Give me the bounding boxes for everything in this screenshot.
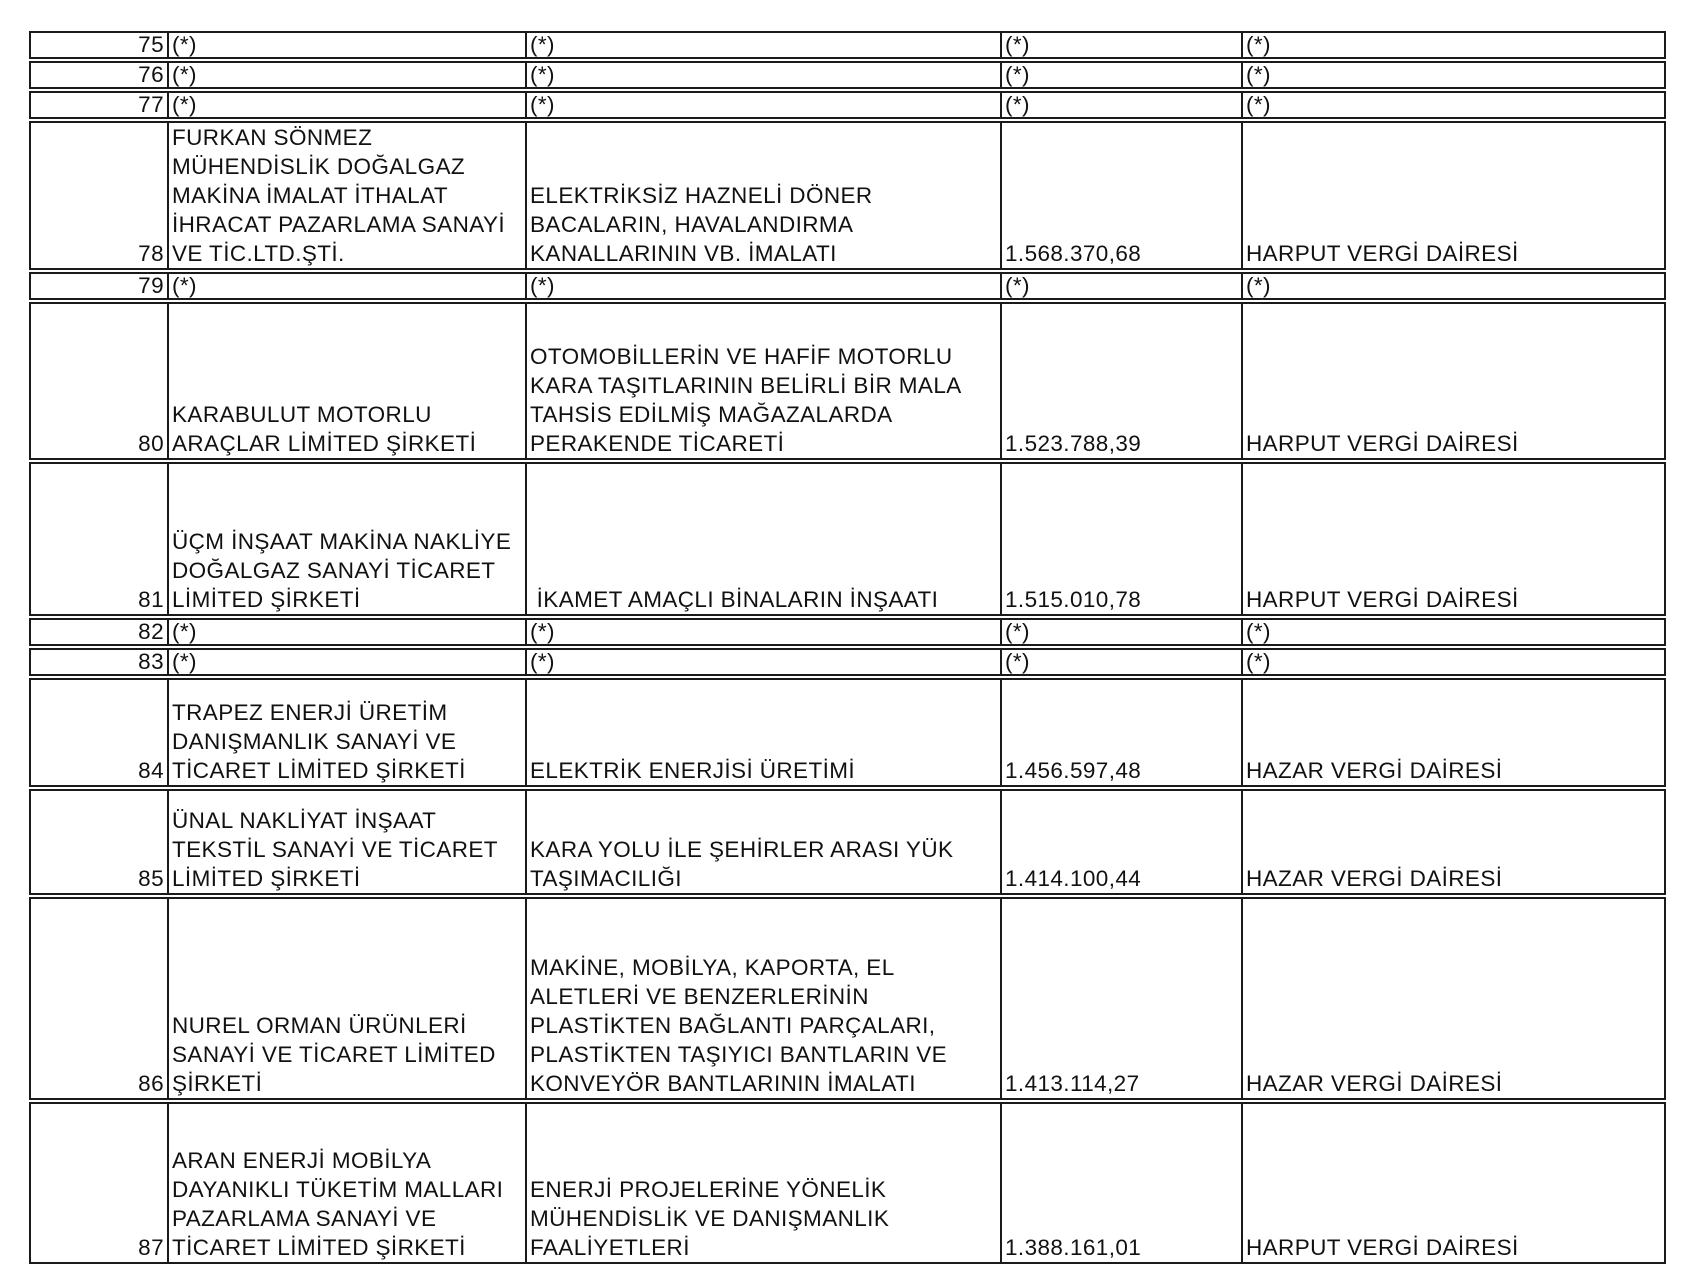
tax-office-cell: (*) — [1243, 272, 1666, 300]
cell-line: TİCARET LİMİTED ŞİRKETİ — [172, 758, 466, 783]
cell-line: KARA TAŞITLARININ BELİRLİ BİR MALA — [530, 373, 962, 398]
table-row — [29, 272, 1666, 300]
company-name-cell: (*) — [169, 61, 527, 89]
table-row — [29, 789, 1666, 895]
row-number-cell: 76 — [29, 61, 169, 89]
cell-line: NUREL ORMAN ÜRÜNLERİ — [172, 1013, 467, 1038]
cell-line: FURKAN SÖNMEZ — [172, 125, 373, 150]
tax-office-cell: HAZAR VERGİ DAİRESİ — [1243, 789, 1666, 895]
cell-line: TAHSİS EDİLMİŞ MAĞAZALARDA — [530, 402, 893, 427]
table-body — [29, 31, 1666, 1264]
cell-line: DAYANIKLI TÜKETİM MALLARI — [172, 1177, 504, 1202]
company-name-cell: (*) — [169, 648, 527, 676]
amount-cell: 1.414.100,44 — [1002, 789, 1243, 895]
row-number-cell: 80 — [29, 302, 169, 460]
cell-line: PLASTİKTEN TAŞIYICI BANTLARIN VE — [530, 1042, 948, 1067]
cell-line: KARABULUT MOTORLU — [172, 402, 432, 427]
tax-office-cell: HARPUT VERGİ DAİRESİ — [1243, 121, 1666, 270]
table-row — [29, 618, 1666, 646]
tax-office-cell: HAZAR VERGİ DAİRESİ — [1243, 678, 1666, 787]
amount-cell: (*) — [1002, 31, 1243, 59]
amount-cell: (*) — [1002, 91, 1243, 119]
cell-line: OTOMOBİLLERİN VE HAFİF MOTORLU — [530, 344, 953, 369]
tax-office-cell: (*) — [1243, 61, 1666, 89]
tax-office-cell: HARPUT VERGİ DAİRESİ — [1243, 1102, 1666, 1264]
activity-cell: (*) — [527, 648, 1002, 676]
company-name-cell — [169, 789, 527, 895]
table-row — [29, 648, 1666, 676]
cell-line: LİMİTED ŞİRKETİ — [172, 587, 361, 612]
cell-line: VE TİC.LTD.ŞTİ. — [172, 241, 345, 266]
amount-cell: 1.388.161,01 — [1002, 1102, 1243, 1264]
amount-cell: 1.413.114,27 — [1002, 897, 1243, 1100]
activity-cell — [527, 302, 1002, 460]
tax-office-cell: HARPUT VERGİ DAİRESİ — [1243, 302, 1666, 460]
company-name-cell — [169, 897, 527, 1100]
cell-line: İHRACAT PAZARLAMA SANAYİ — [172, 212, 506, 237]
amount-cell: (*) — [1002, 618, 1243, 646]
table-row — [29, 302, 1666, 460]
company-name-cell: (*) — [169, 618, 527, 646]
cell-line: BACALARIN, HAVALANDIRMA — [530, 212, 854, 237]
activity-cell: (*) — [527, 31, 1002, 59]
row-number-cell: 87 — [29, 1102, 169, 1264]
cell-line: TAŞIMACILIĞI — [530, 866, 682, 891]
cell-line: PAZARLAMA SANAYİ VE — [172, 1206, 437, 1231]
row-number-cell: 77 — [29, 91, 169, 119]
tax-office-cell: (*) — [1243, 648, 1666, 676]
table-row — [29, 462, 1666, 616]
tax-office-cell: HAZAR VERGİ DAİRESİ — [1243, 897, 1666, 1100]
activity-cell — [527, 789, 1002, 895]
cell-line: DOĞALGAZ SANAYİ TİCARET — [172, 558, 496, 583]
company-name-cell — [169, 121, 527, 270]
activity-cell: (*) — [527, 272, 1002, 300]
activity-cell — [527, 121, 1002, 270]
tax-office-cell: (*) — [1243, 91, 1666, 119]
cell-line: ARAÇLAR LİMİTED ŞİRKETİ — [172, 431, 477, 456]
amount-cell: (*) — [1002, 272, 1243, 300]
row-number-cell: 84 — [29, 678, 169, 787]
amount-cell: 1.523.788,39 — [1002, 302, 1243, 460]
tax-office-cell: (*) — [1243, 31, 1666, 59]
activity-cell — [527, 897, 1002, 1100]
activity-cell: (*) — [527, 91, 1002, 119]
amount-cell: 1.456.597,48 — [1002, 678, 1243, 787]
cell-line: TEKSTİL SANAYİ VE TİCARET — [172, 837, 498, 862]
row-number-cell: 85 — [29, 789, 169, 895]
cell-line: ALETLERİ VE BENZERLERİNİN — [530, 984, 869, 1009]
tax-office-cell: (*) — [1243, 618, 1666, 646]
company-name-cell: (*) — [169, 272, 527, 300]
cell-line: MAKİNE, MOBİLYA, KAPORTA, EL — [530, 955, 895, 980]
activity-cell — [527, 678, 1002, 787]
company-name-cell — [169, 1102, 527, 1264]
table-row — [29, 897, 1666, 1100]
amount-cell: (*) — [1002, 648, 1243, 676]
cell-line: ARAN ENERJİ MOBİLYA — [172, 1148, 432, 1173]
row-number-cell: 82 — [29, 618, 169, 646]
cell-line: İKAMET AMAÇLI BİNALARIN İNŞAATI — [530, 587, 939, 612]
cell-line: TRAPEZ ENERJİ ÜRETİM — [172, 700, 448, 725]
table-row — [29, 121, 1666, 270]
company-name-cell: (*) — [169, 31, 527, 59]
cell-line: FAALİYETLERİ — [530, 1235, 690, 1260]
amount-cell: (*) — [1002, 61, 1243, 89]
activity-cell: (*) — [527, 618, 1002, 646]
row-number-cell: 86 — [29, 897, 169, 1100]
cell-line: KARA YOLU İLE ŞEHİRLER ARASI YÜK — [530, 837, 954, 862]
amount-cell: 1.515.010,78 — [1002, 462, 1243, 616]
cell-line: ÜNAL NAKLİYAT İNŞAAT — [172, 808, 437, 833]
cell-line: ELEKTRİKSİZ HAZNELİ DÖNER — [530, 183, 873, 208]
company-name-cell: (*) — [169, 91, 527, 119]
row-number-cell: 79 — [29, 272, 169, 300]
table-row — [29, 31, 1666, 59]
table-row — [29, 61, 1666, 89]
cell-line: TİCARET LİMİTED ŞİRKETİ — [172, 1235, 466, 1260]
company-name-cell — [169, 302, 527, 460]
cell-line: MÜHENDİSLİK VE DANIŞMANLIK — [530, 1206, 890, 1231]
activity-cell — [527, 462, 1002, 616]
table-row — [29, 1102, 1666, 1264]
company-name-cell — [169, 462, 527, 616]
row-number-cell: 78 — [29, 121, 169, 270]
row-number-cell: 75 — [29, 31, 169, 59]
activity-cell — [527, 1102, 1002, 1264]
row-number-cell: 81 — [29, 462, 169, 616]
cell-line: ELEKTRİK ENERJİSİ ÜRETİMİ — [530, 758, 856, 783]
activity-cell: (*) — [527, 61, 1002, 89]
table-row — [29, 678, 1666, 787]
cell-line: MAKİNA İMALAT İTHALAT — [172, 183, 448, 208]
taxpayer-table — [29, 29, 1666, 1266]
company-name-cell — [169, 678, 527, 787]
cell-line: SANAYİ VE TİCARET LİMİTED — [172, 1042, 496, 1067]
cell-line: ENERJİ PROJELERİNE YÖNELİK — [530, 1177, 887, 1202]
cell-line: ŞİRKETİ — [172, 1071, 263, 1096]
cell-line: PERAKENDE TİCARETİ — [530, 431, 785, 456]
cell-line: PLASTİKTEN BAĞLANTI PARÇALARI, — [530, 1013, 936, 1038]
table-row — [29, 91, 1666, 119]
cell-line: DANIŞMANLIK SANAYİ VE — [172, 729, 457, 754]
row-number-cell: 83 — [29, 648, 169, 676]
cell-line: ÜÇM İNŞAAT MAKİNA NAKLİYE — [172, 529, 512, 554]
amount-cell: 1.568.370,68 — [1002, 121, 1243, 270]
cell-line: MÜHENDİSLİK DOĞALGAZ — [172, 154, 466, 179]
cell-line: KONVEYÖR BANTLARININ İMALATI — [530, 1071, 916, 1096]
cell-line: KANALLARININ VB. İMALATI — [530, 241, 837, 266]
cell-line: LİMİTED ŞİRKETİ — [172, 866, 361, 891]
tax-office-cell: HARPUT VERGİ DAİRESİ — [1243, 462, 1666, 616]
